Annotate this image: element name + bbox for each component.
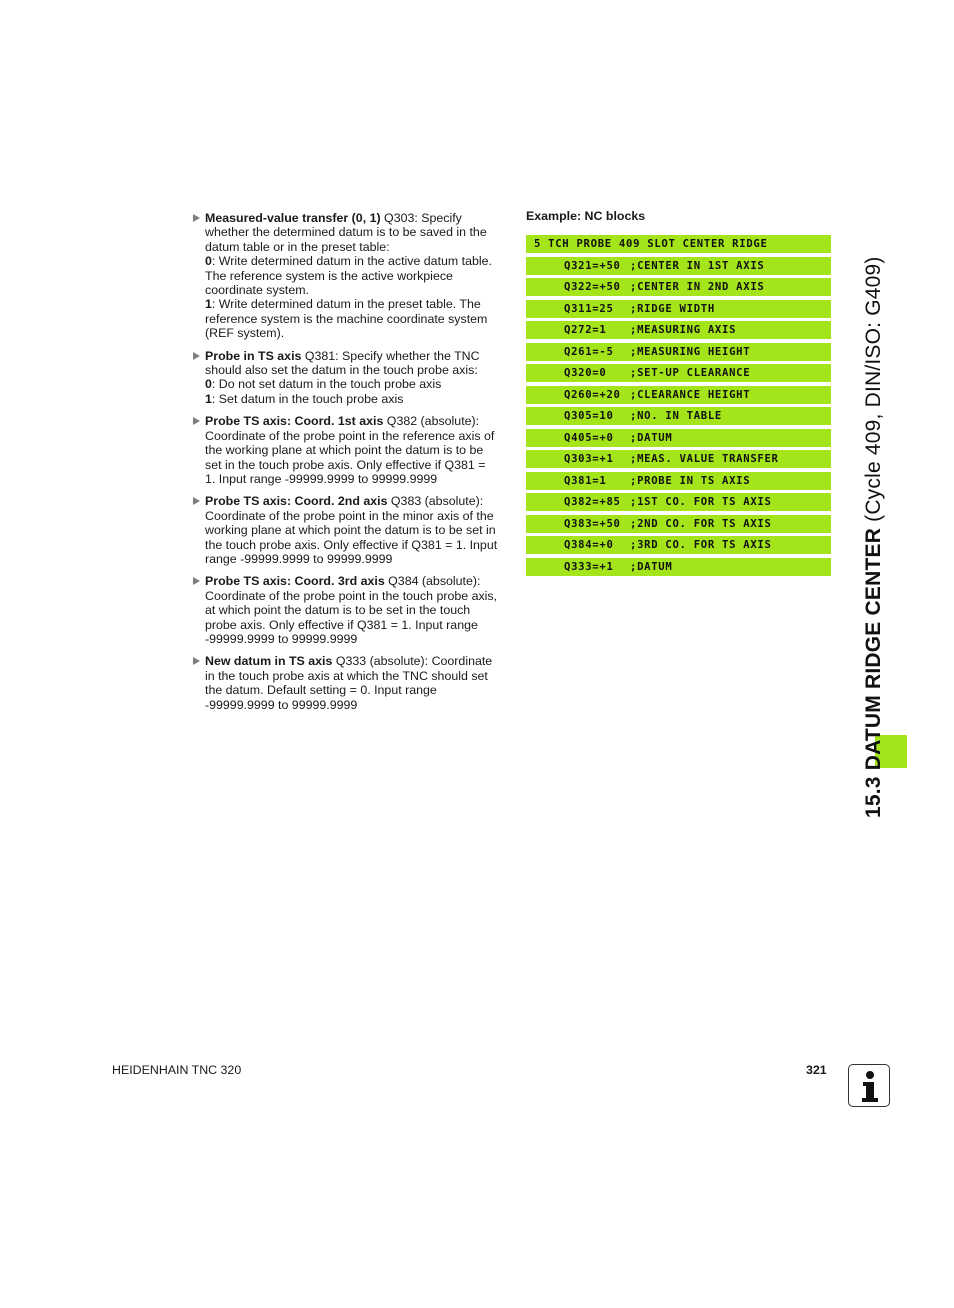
chapter-side-title	[862, 256, 886, 818]
nc-block	[526, 536, 831, 554]
parameter-text: the touch probe axis. Only effective if Q381 = 1. Input	[205, 537, 498, 552]
parameter-item	[192, 494, 508, 566]
nc-block-address: Q261=-5	[564, 345, 614, 358]
nc-block-address: Q405=+0	[564, 431, 614, 444]
nc-block-comment: ;CENTER IN 1ST AXIS	[630, 259, 765, 272]
parameter-first-line	[205, 349, 480, 363]
parameter-text: Q303: Specify	[380, 211, 462, 225]
parameter-item	[192, 414, 508, 486]
triangle-right-icon	[193, 577, 200, 585]
nc-block-comment: ;1ST CO. FOR TS AXIS	[630, 496, 772, 508]
nc-block	[526, 386, 831, 404]
nc-block-address: Q383=+50	[564, 517, 621, 530]
triangle-right-icon	[193, 657, 200, 665]
nc-block-comment: ;3RD CO. FOR TS AXIS	[630, 539, 772, 551]
nc-block-address: Q384=+0	[564, 539, 614, 551]
parameter-item	[192, 574, 508, 646]
parameter-title: Measured-value transfer (0, 1)	[205, 211, 381, 225]
footer-manual-name: HEIDENHAIN TNC 320	[112, 1063, 242, 1077]
option-text: reference system is the machine coordinate system	[205, 311, 488, 326]
parameter-text: Q384 (absolute):	[384, 574, 481, 589]
nc-block-address: Q382=+85	[564, 496, 621, 508]
option-key: 1	[205, 297, 212, 312]
side-title-cycle: (Cycle 409, DIN/ISO: G409)	[862, 256, 885, 528]
nc-block-comment: ;DATUM	[630, 560, 673, 573]
parameter-text: Coordinate of the probe point in the minor axis of the	[205, 508, 494, 523]
nc-block-comment: ;DATUM	[630, 431, 673, 444]
parameter-text: set in the touch probe axis. Only effective if Q381 =	[205, 457, 486, 472]
nc-block-address: Q303=+1	[564, 453, 614, 465]
footer-page-number: 321	[806, 1063, 827, 1077]
parameter-option	[205, 297, 508, 311]
nc-block	[526, 257, 831, 275]
parameter-option	[205, 377, 508, 391]
parameter-text: Q333 (absolute): Coordinate	[332, 654, 493, 669]
nc-block-address: Q260=+20	[564, 388, 621, 401]
parameter-text: working plane at which point the datum is to be set in	[205, 523, 496, 538]
nc-example	[526, 209, 831, 579]
nc-block-address: Q321=+50	[564, 259, 621, 272]
triangle-right-icon	[193, 417, 200, 425]
nc-block-comment: ;CENTER IN 2ND AXIS	[630, 281, 765, 293]
triangle-right-icon	[193, 214, 200, 222]
nc-block	[526, 300, 831, 318]
parameter-option	[205, 392, 508, 406]
parameter-text: datum table or in the preset table:	[205, 239, 390, 254]
parameter-text: -99999.9999 to 99999.9999	[205, 631, 358, 646]
parameter-text: probe axis. Only effective if Q381 = 1. Input range	[205, 617, 478, 632]
nc-block	[526, 429, 831, 447]
parameter-first-line	[205, 654, 492, 668]
nc-block	[526, 364, 831, 382]
nc-block-address: Q381=1	[564, 474, 607, 487]
triangle-right-icon	[193, 497, 200, 505]
parameter-title: Probe TS axis: Coord. 2nd axis	[205, 494, 388, 509]
parameter-text: the datum. Default setting = 0. Input range	[205, 683, 437, 698]
side-title-main: 15.3 DATUM RIDGE CENTER	[862, 527, 885, 818]
nc-block-comment: ;NO. IN TABLE	[630, 410, 723, 422]
option-text: coordinate system.	[205, 283, 309, 298]
parameter-text: 1. Input range -99999.9999 to 99999.9999	[205, 471, 438, 486]
nc-block	[526, 472, 831, 490]
nc-block-comment: ;PROBE IN TS AXIS	[630, 474, 751, 487]
nc-block-comment: ;2ND CO. FOR TS AXIS	[630, 517, 772, 530]
parameter-item	[192, 654, 508, 712]
parameter-text: should also set the datum in the touch probe axis:	[205, 363, 478, 378]
example-title: Example: NC blocks	[526, 209, 646, 223]
option-text: : Set datum in the touch probe axis	[211, 391, 404, 406]
parameter-text: Q381: Specify whether the TNC	[301, 348, 480, 363]
parameter-item	[192, 349, 508, 407]
nc-block	[526, 450, 831, 468]
parameter-text: range -99999.9999 to 99999.9999	[205, 551, 393, 566]
parameter-list	[192, 211, 508, 720]
nc-block-comment: ;RIDGE WIDTH	[630, 302, 715, 315]
option-key: 0	[205, 377, 212, 392]
nc-block-address: Q322=+50	[564, 281, 621, 293]
parameter-title: New datum in TS axis	[205, 654, 333, 669]
option-text: : Write determined datum in the active datum table.	[211, 254, 492, 269]
parameter-text: in the touch probe axis at which the TNC should set	[205, 668, 488, 683]
option-key: 0	[205, 254, 212, 269]
nc-block-text: 5 TCH PROBE 409 SLOT CENTER RIDGE	[534, 238, 768, 250]
nc-block-comment: ;CLEARANCE HEIGHT	[630, 388, 751, 401]
parameter-first-line	[205, 494, 483, 508]
nc-block-address: Q320=0	[564, 367, 607, 379]
parameter-text: Coordinate of the probe point in the touch probe axis,	[205, 588, 498, 603]
triangle-right-icon	[193, 352, 200, 360]
nc-block-list	[526, 257, 831, 576]
option-text: (REF system).	[205, 326, 285, 341]
parameter-first-line	[205, 414, 479, 428]
nc-block-comment: ;MEASURING HEIGHT	[630, 345, 751, 358]
option-text: The reference system is the active workpiece	[205, 268, 453, 283]
nc-block-address: Q305=10	[564, 410, 614, 422]
parameter-title: Probe in TS axis	[205, 348, 302, 363]
nc-block	[526, 407, 831, 425]
parameter-text: Q383 (absolute):	[387, 494, 484, 509]
nc-block	[526, 515, 831, 533]
info-icon	[848, 1064, 890, 1107]
parameter-item	[192, 211, 508, 341]
nc-block-address: Q272=1	[564, 324, 607, 336]
parameter-title: Probe TS axis: Coord. 1st axis	[205, 414, 384, 429]
option-text: : Write determined datum in the preset table. The	[211, 297, 481, 312]
parameter-text: -99999.9999 to 99999.9999	[205, 697, 358, 712]
parameter-first-line	[205, 211, 462, 225]
parameter-text: the working plane at which point the datum is to be	[205, 443, 484, 458]
nc-block-address: Q333=+1	[564, 560, 614, 573]
parameter-text: Q382 (absolute):	[383, 414, 480, 429]
nc-block-comment: ;MEAS. VALUE TRANSFER	[630, 453, 779, 465]
option-key: 1	[205, 391, 212, 406]
parameter-first-line	[205, 574, 480, 588]
parameter-text: Coordinate of the probe point in the reference axis of	[205, 428, 495, 443]
nc-block-comment: ;MEASURING AXIS	[630, 324, 737, 336]
parameter-title: Probe TS axis: Coord. 3rd axis	[205, 574, 385, 589]
parameter-text: whether the determined datum is to be saved in the	[205, 225, 487, 240]
nc-block	[526, 493, 831, 511]
nc-block	[526, 558, 831, 576]
nc-block-first	[526, 235, 831, 253]
nc-block-address: Q311=25	[564, 302, 614, 315]
nc-block	[526, 321, 831, 339]
nc-block	[526, 343, 831, 361]
parameter-option	[205, 254, 508, 268]
nc-block-comment: ;SET-UP CLEARANCE	[630, 367, 751, 379]
option-text: : Do not set datum in the touch probe axis	[211, 377, 442, 392]
parameter-text: at which point the datum is to be set in the touch	[205, 603, 471, 618]
nc-block	[526, 278, 831, 296]
